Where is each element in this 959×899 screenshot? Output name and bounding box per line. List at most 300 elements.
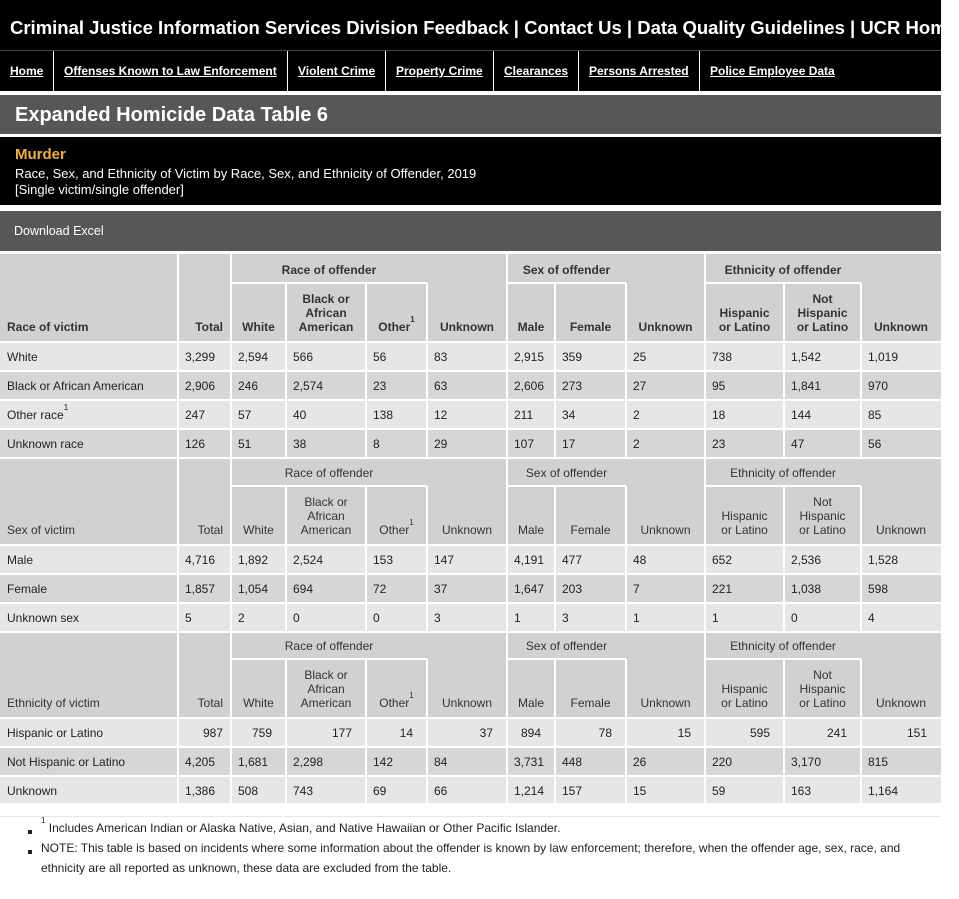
table-cell: 15 [677,726,691,740]
download-bar [0,211,941,251]
cell-separator [783,748,785,775]
table-cell: 2,536 [791,553,822,567]
col-female: Female [570,696,611,710]
row-label: Black or African American [7,379,144,393]
col-black: Black or African American [300,495,352,537]
table-cell: 40 [293,408,307,422]
table-cell: 5 [185,611,192,625]
cell-separator [704,343,706,370]
table-cell: 163 [791,784,812,798]
table-cell: 84 [434,755,448,769]
col-male: Male [517,320,545,334]
col-race-unknown: Unknown [441,696,493,710]
col-female: Female [570,523,611,537]
cell-separator [177,575,179,602]
cell-separator [554,604,556,631]
cell-separator [365,372,367,399]
cell-separator [426,343,428,370]
cell-separator [365,430,367,457]
race-of-offender-header: Race of offender [284,466,374,480]
cell-separator [177,546,179,573]
table-cell: 246 [238,379,259,393]
table-cell: 1,038 [791,582,822,596]
table-cell: 85 [868,408,882,422]
nav-separator [287,51,288,91]
table-cell: 27 [633,379,647,393]
footer-rule [0,816,941,817]
cell-separator [783,777,785,804]
ethnicity-of-offender-header: Ethnicity of offender [730,639,836,653]
cell-separator [704,719,706,746]
row-label: Not Hispanic or Latino [7,755,126,769]
cell-separator [506,546,508,573]
race-of-offender-header: Race of offender [284,639,374,653]
footnote-marker: 1 [410,315,415,324]
table-cell: 1,164 [868,784,899,798]
cell-separator [365,343,367,370]
table-cell: 241 [826,726,847,740]
cell-separator [625,719,627,746]
cell-separator [426,748,428,775]
cell-separator [783,430,785,457]
table-cell: 147 [434,553,455,567]
table-cell: 0 [791,611,798,625]
cell-separator [625,430,627,457]
table-cell: 37 [479,726,493,740]
cell-separator [860,546,862,573]
nav-separator [53,51,54,91]
table-cell: 0 [373,611,380,625]
col-total: Total [195,320,223,334]
cell-separator [177,719,179,746]
col-ethnicity-unknown: Unknown [875,696,927,710]
page-title-bar [0,95,941,134]
bullet [28,830,32,834]
cell-separator [625,372,627,399]
cell-separator [554,401,556,428]
cell-separator [177,343,179,370]
site-title[interactable]: Criminal Justice Information Services Division Feedback | Contact Us | Data Quality Guidelines | UCR Home [10,17,957,38]
col-not-hispanic: Not Hispanic or Latino [796,292,849,334]
col-race-unknown: Unknown [440,320,494,334]
cell-separator [506,748,508,775]
table-cell: 72 [373,582,387,596]
group-header-rule [507,282,626,284]
table-cell: 56 [868,437,882,451]
col-total: Total [197,523,223,537]
row-label: White [7,350,38,364]
table-cell: 477 [562,553,583,567]
table-cell: 1,054 [238,582,269,596]
cell-separator [783,372,785,399]
table-cell: 2,915 [514,350,545,364]
table-cell: 23 [373,379,387,393]
table-cell: 759 [251,726,272,740]
footnote-marker: 1 [41,816,46,825]
cell-separator [506,401,508,428]
table-cell: 59 [712,784,726,798]
cell-separator [285,604,287,631]
cell-separator [285,748,287,775]
table-cell: 18 [712,408,726,422]
row-label: Hispanic or Latino [7,726,104,740]
nav-home[interactable]: Home [10,64,44,78]
table-cell: 0 [293,611,300,625]
col-sex-unknown: Unknown [640,523,691,537]
table-cell: 1,528 [868,553,899,567]
table-cell: 38 [293,437,307,451]
table-cell: 220 [712,755,733,769]
cell-separator [554,575,556,602]
col-race-unknown: Unknown [441,523,493,537]
table-cell: 48 [633,553,647,567]
col-white: White [243,523,274,537]
cell-separator [554,343,556,370]
cell-separator [230,604,232,631]
table-cell: 4,205 [185,755,216,769]
cell-separator [230,575,232,602]
table-qualifier: [Single victim/single offender] [15,182,184,197]
cell-separator [365,575,367,602]
table-cell: 83 [434,350,448,364]
table-cell: 1,647 [514,582,545,596]
table-subheading [0,137,941,205]
table-cell: 694 [293,582,314,596]
cell-separator [177,604,179,631]
cell-separator [506,343,508,370]
cell-separator [625,777,627,804]
col-male: Male [517,523,544,537]
table-cell: 7 [633,582,640,596]
table-cell: 2,574 [293,379,324,393]
cell-separator [783,575,785,602]
cell-separator [506,372,508,399]
cell-separator [285,777,287,804]
cell-separator [230,546,232,573]
table-row [0,604,941,631]
col-male: Male [517,696,544,710]
cell-separator [704,604,706,631]
nav-separator [578,51,579,91]
table-cell: 1,542 [791,350,822,364]
table-cell: 3 [434,611,441,625]
table-cell: 2 [238,611,245,625]
sex-of-offender-header: Sex of offender [525,466,608,480]
ethnicity-of-offender-header: Ethnicity of offender [730,466,836,480]
row-label: Female [7,582,48,596]
col-black: Black or African American [298,292,354,334]
table-cell: 4 [868,611,875,625]
table-cell: 95 [712,379,726,393]
cell-separator [704,575,706,602]
table-cell: 69 [373,784,387,798]
cell-separator [426,372,428,399]
cell-separator [860,372,862,399]
col-female: Female [569,320,612,334]
col-not-hispanic: Not Hispanic or Latino [799,668,846,710]
cell-separator [230,430,232,457]
row-label: Unknown [7,784,58,798]
row-rule [0,631,941,633]
group-header-rule [231,658,427,660]
table-cell: 3,170 [791,755,822,769]
col-other: Other$^1$ [379,691,414,710]
table-description: Race, Sex, and Ethnicity of Victim by Race, Sex, and Ethnicity of Offender, 2019 [15,166,477,181]
table-cell: 29 [434,437,448,451]
cell-separator [285,575,287,602]
cell-separator [554,777,556,804]
table-cell: 151 [906,726,927,740]
cell-separator [230,343,232,370]
cell-separator [365,401,367,428]
cell-separator [230,719,232,746]
table-cell: 34 [562,408,576,422]
table-cell: 894 [520,726,541,740]
table-cell: 107 [514,437,535,451]
group-header-rule [507,658,626,660]
victim-category-label: Sex of victim [7,523,76,537]
cell-separator [704,372,706,399]
footnote-note-line-1: NOTE: This table is based on incidents where some information about the offender is known by law enforcement; therefore, when the offender age, sex, race, and [41,841,901,855]
footnote-1-text: Includes American Indian or Alaska Native, Asian, and Native Hawaiian or Other Pacific Islander. [48,821,561,835]
bullet [28,850,32,854]
table-cell: 2 [633,408,640,422]
table-cell: 25 [633,350,647,364]
cell-separator [230,401,232,428]
col-not-hispanic: Not Hispanic or Latino [799,495,846,537]
cell-separator [285,372,287,399]
download-excel-link[interactable]: Download Excel [14,224,104,238]
table-cell: 23 [712,437,726,451]
cell-separator [625,604,627,631]
nav-persons-arrested[interactable]: Persons Arrested [589,64,689,78]
cell-separator [177,401,179,428]
table-cell: 126 [185,437,206,451]
group-header-rule [507,485,626,487]
site-header [0,0,957,50]
table-cell: 2,594 [238,350,269,364]
cell-separator [426,430,428,457]
group-header-rule [231,282,427,284]
cell-separator [506,575,508,602]
table-cell: 4,191 [514,553,545,567]
table-cell: 1,681 [238,755,269,769]
table-cell: 598 [868,582,889,596]
cell-separator [365,719,367,746]
cell-separator [554,372,556,399]
table-cell: 1,019 [868,350,899,364]
nav-separator [699,51,700,91]
table-cell: 2 [633,437,640,451]
table-cell: 157 [562,784,583,798]
nav-separator [493,51,494,91]
table-cell: 3,731 [514,755,545,769]
table-cell: 359 [562,350,583,364]
col-hispanic: Hispanic or Latino [721,509,768,537]
table-cell: 211 [514,408,534,422]
table-cell: 2,524 [293,553,324,567]
table-cell: 8 [373,437,380,451]
table-cell: 138 [373,408,394,422]
cell-separator [365,777,367,804]
col-hispanic: Hispanic or Latino [721,682,768,710]
race-of-offender-header: Race of offender [281,263,377,277]
col-other: Other$^1$ [378,315,415,334]
table-cell: 1 [633,611,640,625]
cell-separator [860,401,862,428]
table-cell: 1,841 [791,379,822,393]
row-label: Other race$^1$ [7,403,69,422]
table-cell: 14 [399,726,413,740]
cell-separator [365,748,367,775]
cell-separator [426,546,428,573]
cell-separator [506,719,508,746]
table-cell: 738 [712,350,733,364]
cell-separator [704,777,706,804]
table-cell: 221 [712,582,733,596]
table-cell: 1,386 [185,784,216,798]
cell-separator [177,777,179,804]
table-cell: 26 [633,755,647,769]
nav-property-crime[interactable]: Property Crime [396,64,483,78]
cell-separator [285,546,287,573]
table-cell: 17 [562,437,576,451]
cell-separator [783,546,785,573]
table-cell: 153 [373,553,394,567]
table-cell: 448 [562,755,583,769]
cell-separator [860,575,862,602]
cell-separator [860,777,862,804]
footnote-marker: 1 [409,691,414,700]
cell-separator [554,719,556,746]
cell-separator [365,546,367,573]
sex-of-offender-header: Sex of offender [522,263,611,277]
table-cell: 987 [202,726,223,740]
table-cell: 56 [373,350,387,364]
nav-police-employee-data[interactable]: Police Employee Data [710,64,835,78]
cell-separator [230,777,232,804]
row-label: Unknown race [7,437,84,451]
cell-separator [506,777,508,804]
row-rule [0,457,941,459]
table-cell: 1 [514,611,521,625]
sex-of-offender-header: Sex of offender [525,639,608,653]
cell-separator [230,748,232,775]
table-cell: 15 [633,784,647,798]
cell-separator [285,430,287,457]
table-cell: 652 [712,553,733,567]
cell-separator [860,748,862,775]
table-cell: 47 [791,437,805,451]
col-sex-unknown: Unknown [638,320,693,334]
table-cell: 203 [562,582,583,596]
nav-clearances[interactable]: Clearances [504,64,569,78]
cell-separator [426,719,428,746]
victim-category-label: Ethnicity of victim [7,696,100,710]
table-cell: 37 [434,582,448,596]
table-cell: 1 [712,611,719,625]
nav-violent-crime[interactable]: Violent Crime [298,64,376,78]
ethnicity-of-offender-header: Ethnicity of offender [724,263,842,277]
cell-separator [704,748,706,775]
cell-separator [860,604,862,631]
table-cell: 4,716 [185,553,216,567]
table-cell: 595 [749,726,770,740]
col-sex-unknown: Unknown [640,696,691,710]
col-ethnicity-unknown: Unknown [875,523,927,537]
cell-separator [554,546,556,573]
cell-separator [426,575,428,602]
table-cell: 566 [293,350,314,364]
table-cell: 57 [238,408,252,422]
row-label: Male [7,553,34,567]
cell-separator [285,401,287,428]
cell-separator [177,748,179,775]
table-cell: 815 [868,755,889,769]
table-cell: 247 [185,408,206,422]
group-header-rule [231,485,427,487]
cell-separator [177,372,179,399]
cell-separator [365,604,367,631]
table-cell: 12 [434,408,448,422]
cell-separator [704,546,706,573]
cell-separator [506,604,508,631]
cell-separator [506,430,508,457]
cell-separator [625,575,627,602]
cell-separator [554,430,556,457]
col-white: White [243,696,274,710]
table-cell: 1,214 [514,784,545,798]
cell-separator [704,430,706,457]
footnote-note-line-2: ethnicity are all reported as unknown, these data are excluded from the table. [41,861,452,875]
table-cell: 51 [238,437,252,451]
table-cell: 970 [868,379,889,393]
cell-separator [230,372,232,399]
cell-separator [625,748,627,775]
homicide-data-table [0,254,941,802]
nav-offenses-known[interactable]: Offenses Known to Law Enforcement [64,64,277,78]
table-cell: 144 [791,408,812,422]
table-cell: 177 [331,726,352,740]
cell-separator [860,719,862,746]
col-hispanic: Hispanic or Latino [718,306,771,334]
cell-separator [426,401,428,428]
table-cell: 508 [238,784,259,798]
cell-separator [285,343,287,370]
table-cell: 2,298 [293,755,324,769]
page-title: Expanded Homicide Data Table 6 [15,104,329,126]
table-cell: 2,906 [185,379,216,393]
victim-category-label: Race of victim [7,320,89,334]
cell-separator [625,401,627,428]
cell-separator [783,719,785,746]
table-cell: 63 [434,379,448,393]
table-cell: 2,606 [514,379,545,393]
footnote-1 [41,818,560,838]
cell-separator [625,546,627,573]
cell-separator [783,401,785,428]
footnotes [0,803,941,899]
col-black: Black or African American [300,668,352,710]
cell-separator [285,719,287,746]
cell-separator [704,401,706,428]
col-white: White [242,320,275,334]
cell-separator [783,604,785,631]
table-cell: 66 [434,784,448,798]
cell-separator [860,343,862,370]
table-cell: 142 [373,755,394,769]
table-cell: 3 [562,611,569,625]
